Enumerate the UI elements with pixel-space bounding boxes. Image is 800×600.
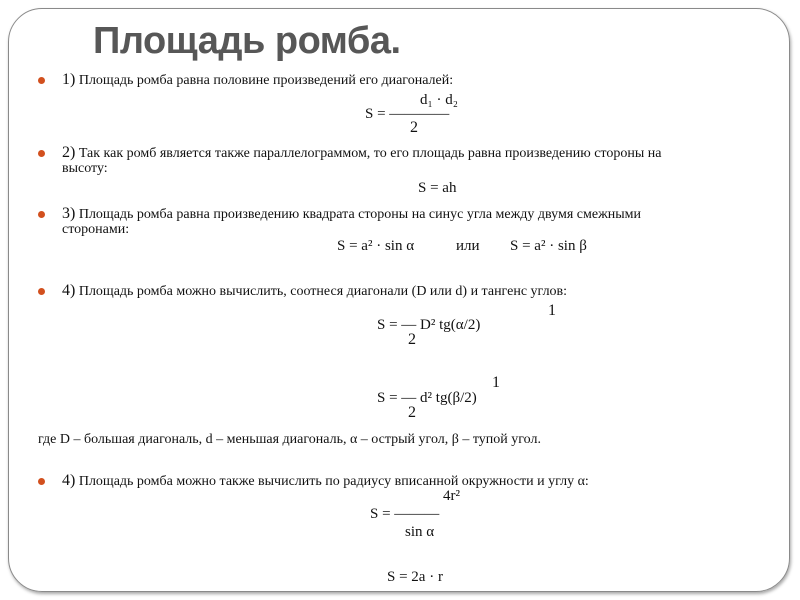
bullet-icon <box>38 77 45 84</box>
formula-5-numerator: 4r² <box>443 488 460 504</box>
formula-4b: S = — d² tg(β/2) <box>377 390 477 406</box>
bullet-icon <box>38 478 45 485</box>
formula-4a: S = — D² tg(α/2) <box>377 317 481 333</box>
slide-frame <box>8 8 790 592</box>
formula-1-numerator: d₁ · d₂ <box>420 92 458 108</box>
item-text: Площадь ромба равна произведению квадрата стороны на синус угла между двумя смежными <box>78 207 642 222</box>
formula-2: S = ah <box>418 180 457 196</box>
item-number: 1) <box>62 71 76 88</box>
bullet-icon <box>38 211 45 218</box>
item-number: 4) <box>62 472 76 489</box>
item-2 <box>62 145 661 162</box>
item-3 <box>62 206 641 223</box>
item-4 <box>62 283 567 300</box>
formula-1-lhs: S = ———— <box>365 106 450 122</box>
formula-4b-denominator: 2 <box>408 404 416 421</box>
item-text: Площадь ромба можно вычислить, соотнеся диагонали (D или d) и тангенс углов: <box>78 284 568 299</box>
formula-3-or: или <box>456 238 480 254</box>
formula-3b: S = a² · sin β <box>510 238 587 254</box>
formula-5-denominator: sin α <box>405 524 435 540</box>
item-number: 4) <box>62 282 76 299</box>
item-number: 2) <box>62 144 76 161</box>
bullet-icon <box>38 150 45 157</box>
formula-1-denominator: 2 <box>410 119 418 136</box>
formula-4a-one: 1 <box>548 302 556 319</box>
item-1 <box>62 72 453 89</box>
item-5 <box>62 473 589 490</box>
item-text: Площадь ромба равна половине произведений его диагоналей: <box>78 73 454 88</box>
bullet-icon <box>38 288 45 295</box>
item-2-line2: высоту: <box>62 161 108 176</box>
formula-3a: S = a² · sin α <box>337 238 415 254</box>
item-3-line2: сторонами: <box>62 222 130 237</box>
item-text: Площадь ромба можно также вычислить по радиусу вписанной окружности и углу α: <box>78 474 589 489</box>
note: где D – большая диагональ, d – меньшая диагональ, α – острый угол, β – тупой угол. <box>38 432 541 447</box>
slide-title: Площадь ромба. <box>93 20 401 62</box>
formula-4b-one: 1 <box>492 374 500 391</box>
item-number: 3) <box>62 205 76 222</box>
formula-5-lhs: S = ——— <box>370 506 440 522</box>
item-text: Так как ромб является также параллелограммом, то его площадь равна произведению стороны на <box>78 146 662 161</box>
formula-4a-denominator: 2 <box>408 331 416 348</box>
formula-6: S = 2a · r <box>387 569 443 585</box>
